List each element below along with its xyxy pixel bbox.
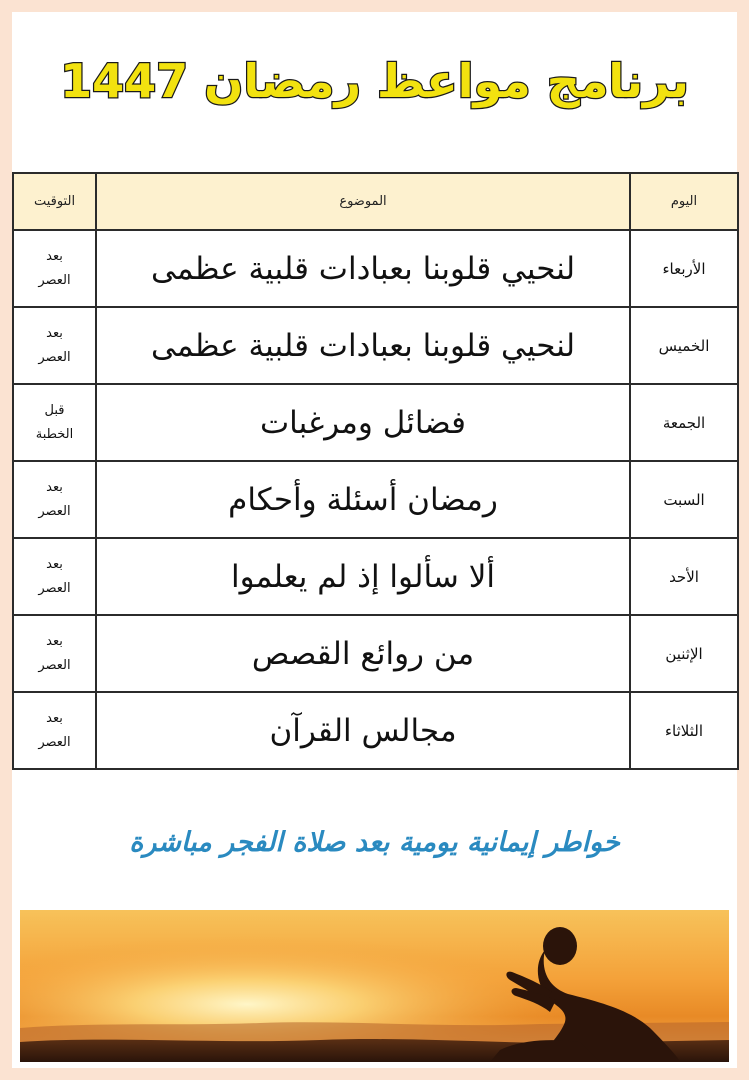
topic-cell: مجالس القرآن — [96, 692, 630, 769]
sunset-banner — [20, 910, 729, 1062]
time-cell — [13, 307, 96, 384]
subtitle: خواطر إيمانية يومية بعد صلاة الفجر مباشرة — [129, 827, 620, 858]
time-line-1: قبل — [44, 402, 65, 418]
time-line-1: بعد — [46, 710, 63, 726]
header-topic: الموضوع — [96, 173, 630, 230]
header-time: التوقيت — [13, 173, 96, 230]
day-cell: السبت — [630, 461, 738, 538]
day-cell: الأحد — [630, 538, 738, 615]
time-line-1: بعد — [46, 556, 63, 572]
time-line-1: بعد — [46, 633, 63, 649]
day-cell: الإثنين — [630, 615, 738, 692]
table-row — [13, 692, 738, 769]
time-cell — [13, 384, 96, 461]
schedule-table — [12, 172, 739, 770]
table-row — [13, 615, 738, 692]
table-row — [13, 461, 738, 538]
time-cell — [13, 538, 96, 615]
topic-cell: من روائع القصص — [96, 615, 630, 692]
time-line-2: العصر — [38, 503, 71, 519]
time-line-1: بعد — [46, 248, 63, 264]
time-line-2: العصر — [38, 734, 71, 750]
time-line-2: العصر — [38, 580, 71, 596]
table-row — [13, 307, 738, 384]
topic-cell: فضائل ومرغبات — [96, 384, 630, 461]
header-day: اليوم — [630, 173, 738, 230]
table-row — [13, 538, 738, 615]
time-line-1: بعد — [46, 479, 63, 495]
day-cell: الخميس — [630, 307, 738, 384]
time-line-1: بعد — [46, 325, 63, 341]
day-cell: الثلاثاء — [630, 692, 738, 769]
time-cell — [13, 230, 96, 307]
time-line-2: العصر — [38, 272, 71, 288]
time-cell — [13, 461, 96, 538]
time-line-2: العصر — [38, 657, 71, 673]
topic-cell: ألا سألوا إذ لم يعلموا — [96, 538, 630, 615]
praying-silhouette-image — [20, 910, 729, 1062]
time-cell — [13, 615, 96, 692]
day-cell: الجمعة — [630, 384, 738, 461]
topic-cell: لنحيي قلوبنا بعبادات قلبية عظمى — [96, 230, 630, 307]
table-header-row — [13, 173, 738, 230]
time-line-2: الخطبة — [35, 426, 74, 442]
table-row — [13, 230, 738, 307]
table-row — [13, 384, 738, 461]
poster — [12, 12, 737, 1068]
topic-cell: رمضان أسئلة وأحكام — [96, 461, 630, 538]
topic-cell: لنحيي قلوبنا بعبادات قلبية عظمى — [96, 307, 630, 384]
page-title: برنامج مواعظ رمضان 1447 — [60, 54, 689, 108]
time-line-2: العصر — [38, 349, 71, 365]
day-cell: الأربعاء — [630, 230, 738, 307]
time-cell — [13, 692, 96, 769]
